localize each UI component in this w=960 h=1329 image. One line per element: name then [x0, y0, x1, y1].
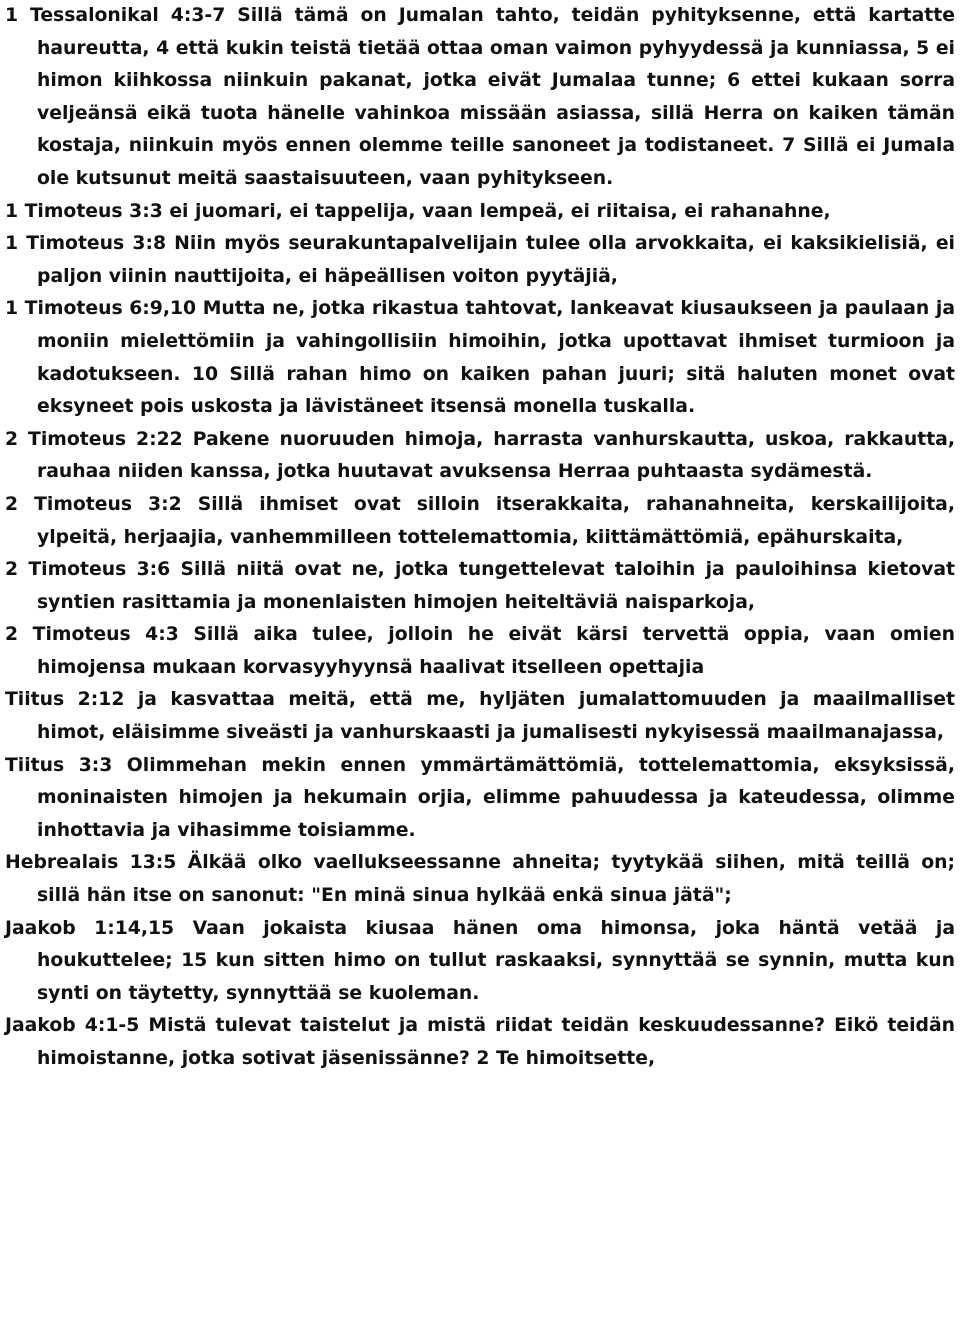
verse-paragraph: 2 Timoteus 4:3 Sillä aika tulee, jolloin he eivät kärsi tervettä oppia, vaan omien himojensa mukaan korvasyyhyynsä haalivat itselleen opettajia — [5, 624, 955, 678]
verse-paragraph: Tiitus 3:3 Olimmehan mekin ennen ymmärtämättömiä, tottelemattomia, eksyksissä, moninaisten himojen ja hekumain orjia, elimme pahuudessa ja kateudessa, olimme inhottavia ja vihasimme toisiamme. — [5, 754, 955, 841]
verse-paragraph: Jaakob 1:14,15 Vaan jokaista kiusaa hänen oma himonsa, joka häntä vetää ja houkuttelee; 15 kun sitten himo on tullut raskaaksi, synnyttää se synnin, mutta kun synti on täytetty, synnyttää se kuoleman. — [5, 917, 955, 1004]
verse-paragraph: Hebrealais 13:5 Älkää olko vaellukseessanne ahneita; tyytykää siihen, mitä teillä on; sillä hän itse on sanonut: "En minä sinua hylkää enkä sinua jätä"; — [5, 852, 955, 907]
verse-paragraph: 2 Timoteus 3:2 Sillä ihmiset ovat silloin itserakkaita, rahanahneita, kerskailijoita, ylpeitä, herjaajia, vanhemmilleen tottelemattomia, kiittämättömiä, epähurskaita, — [5, 493, 955, 548]
verse-paragraph: 1 Timoteus 3:8 Niin myös seurakuntapalvelijain tulee olla arvokkaita, ei kaksikielisiä, ei paljon viinin nauttijoita, ei häpeällisen voiton pyytäjiä, — [5, 233, 955, 287]
verse-paragraph: Tiitus 2:12 ja kasvattaa meitä, että me, hyljäten jumalattomuuden ja maailmalliset himot, eläisimme siveästi ja vanhurskaasti ja jumalisesti nykyisessä maailmanajassa, — [5, 689, 955, 744]
verse-paragraph: Jaakob 4:1-5 Mistä tulevat taistelut ja mistä riidat teidän keskuudessanne? Eikö teidän himoistanne, jotka sotivat jäsenissänne? 2 Te himoitsette, — [5, 1015, 955, 1069]
verse-paragraph: 1 Timoteus 6:9,10 Mutta ne, jotka rikastua tahtovat, lankeavat kiusaukseen ja paulaan ja moniin mielettömiin ja vahingollisiin himoihin, jotka upottavat ihmiset turmioon ja kadotukseen. 10 Sillä rahan himo on kaiken pahan juuri; sitä haluten monet ovat eksyneet pois uskosta ja lävistäneet itsensä monella tuskalla. — [5, 298, 955, 418]
verse-paragraph: 1 Timoteus 3:3 ei juomari, ei tappelija, vaan lempeä, ei riitaisa, ei rahanahne, — [5, 200, 831, 222]
verse-paragraph: 1 Tessalonikal 4:3-7 Sillä tämä on Jumalan tahto, teidän pyhityksenne, että kartatte haureutta, 4 että kukin teistä tietää ottaa oman vaimon pyhyydessä ja kunniassa, 5 ei himon kiihkossa niinkuin pakanat, jotka eivät Jumalaa tunne; 6 ettei kukaan sorra veljeänsä eikä tuota hänelle vahinkoa missään asiassa, sillä Herra on kaiken tämän kostaja, niinkuin myös ennen olemme teille sanoneet ja todistaneet. 7 Sillä ei Jumala ole kutsunut meitä saastaisuuteen, vaan pyhitykseen. — [5, 5, 955, 189]
document-page — [5, 0, 955, 1076]
verse-paragraph: 2 Timoteus 3:6 Sillä niitä ovat ne, jotka tungettelevat taloihin ja pauloihinsa kietovat syntien rasittamia ja monenlaisten himojen heiteltäviä naisparkoja, — [5, 559, 955, 613]
verse-paragraph: 2 Timoteus 2:22 Pakene nuoruuden himoja, harrasta vanhurskautta, uskoa, rakkautta, rauhaa niiden kanssa, jotka huutavat avuksensa Herraa puhtaasta sydämestä. — [5, 428, 955, 483]
